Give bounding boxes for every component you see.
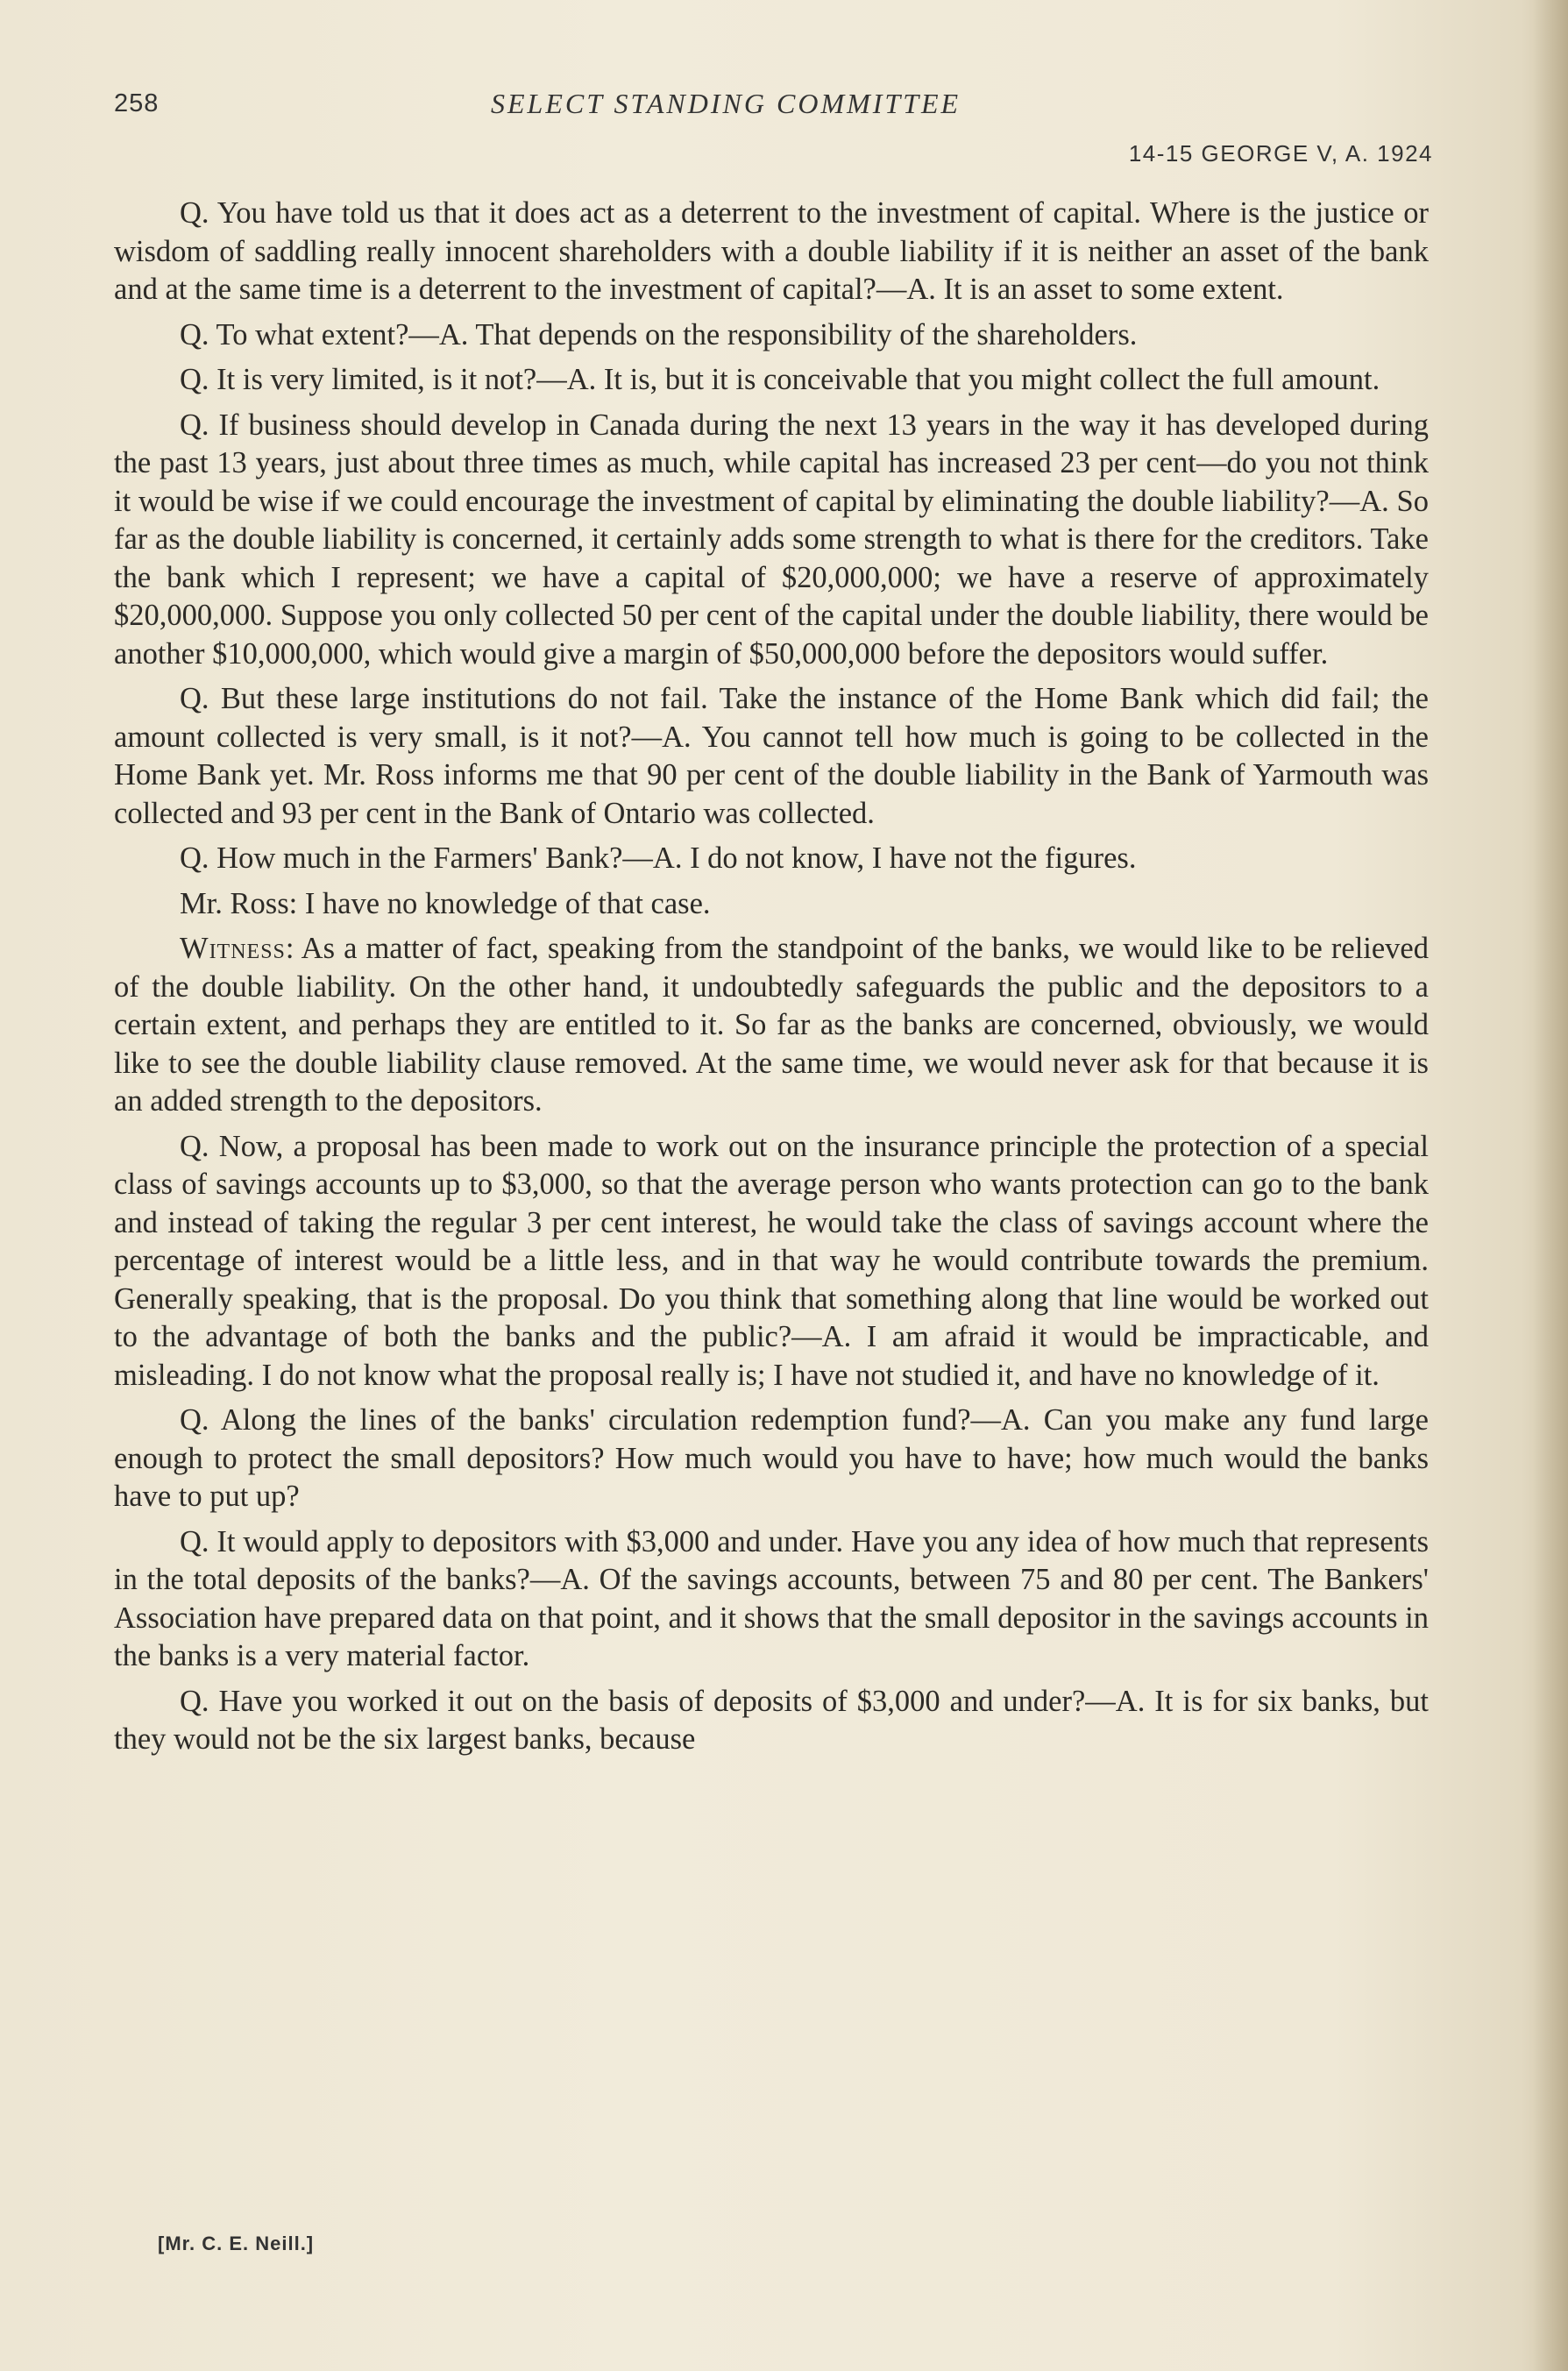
session-line: 14-15 GEORGE V, A. 1924 — [1128, 140, 1433, 167]
body-text — [114, 195, 1429, 1766]
paragraph: Q. Along the lines of the banks' circulation redemption fund?—A. Can you make any fund large enough to protect the small depositors? How much would you have to have; how much would the banks have to put up? — [114, 1403, 1429, 1513]
paragraph: Q. You have told us that it does act as a deterrent to the investment of capital. Where is the justice or wisdom of saddling really innocent shareholders with a double liability if it is neither an asset of the bank and at the same time is a deterrent to the investment of capital?—A. It is an asset to some extent. — [114, 196, 1429, 306]
paragraph: Q. If business should develop in Canada during the next 13 years in the way it has developed during the past 13 years, just about three times as much, while capital has increased 23 per cent—do you not think it would be wise if we could encourage the investment of capital by eliminating the double liability?—A. So far as the double liability is concerned, it certainly adds some strength to what is there for the creditors. Take the bank which I represent; we have a capital of $20,000,000; we have a reserve of approximately $20,000,000. Suppose you only collected 50 per cent of the capital under the double liability, there would be another $10,000,000, which would give a margin of $50,000,000 before the depositors would suffer. — [114, 408, 1429, 671]
witness-speaker: Witness — [180, 932, 286, 965]
paragraph: Q. Have you worked it out on the basis of deposits of $3,000 and under?—A. It is for six banks, but they would not be the six largest banks, because — [114, 1684, 1429, 1756]
paragraph: Q. It is very limited, is it not?—A. It is, but it is conceivable that you might collect the full amount. — [180, 363, 1380, 396]
paragraph: Q. It would apply to depositors with $3,000 and under. Have you any idea of how much that represents in the total deposits of the banks?—A. Of the savings accounts, between 75 and 80 per cent. The Bankers' Association have prepared data on that point, and it shows that the small depositor in the savings accounts in the banks is a very material factor. — [114, 1524, 1429, 1672]
page-header — [114, 86, 1433, 167]
witness-paragraph — [114, 930, 1429, 1121]
page-number: 258 — [114, 89, 160, 117]
paragraph: Q. To what extent?—A. That depends on the responsibility of the shareholders. — [180, 317, 1138, 351]
witness-text: : As a matter of fact, speaking from the standpoint of the banks, we would like to be relieved of the double liability. On the other hand, it undoubtedly safeguards the public and the depositors to a certain extent, and perhaps they are entitled to it. So far as the banks are concerned, obviously, we would like to see the double liability clause removed. At the same time, we would never ask for that because it is an added strength to the depositors. — [114, 932, 1429, 1118]
running-title: SELECT STANDING COMMITTEE — [491, 88, 961, 119]
speaker-note: [Mr. C. E. Neill.] — [158, 2233, 315, 2254]
binding-shadow — [1533, 0, 1568, 2371]
paragraph: Q. Now, a proposal has been made to work out on the insurance principle the protection of a special class of savings accounts up to $3,000, so that the average person who wants protection can go to the bank and instead of taking the regular 3 per cent interest, he would take the class of savings account where the percentage of interest would be a little less, and in that way he would contribute towards the premium. Generally speaking, that is the proposal. Do you think that something along that line would be worked out to the advantage of both the banks and the public?—A. I am afraid it would be impracticable, and misleading. I do not know what the proposal really is; I have not studied it, and have no knowledge of it. — [114, 1129, 1429, 1392]
paragraph: Q. How much in the Farmers' Bank?—A. I do not know, I have not the figures. — [180, 841, 1137, 875]
paragraph: Mr. Ross: I have no knowledge of that case. — [180, 886, 711, 920]
paragraph: Q. But these large institutions do not fail. Take the instance of the Home Bank which did fail; the amount collected is very small, is it not?—A. You cannot tell how much is going to be collected in the Home Bank yet. Mr. Ross informs me that 90 per cent of the double liability in the Bank of Yarmouth was collected and 93 per cent in the Bank of Ontario was collected. — [114, 682, 1429, 830]
